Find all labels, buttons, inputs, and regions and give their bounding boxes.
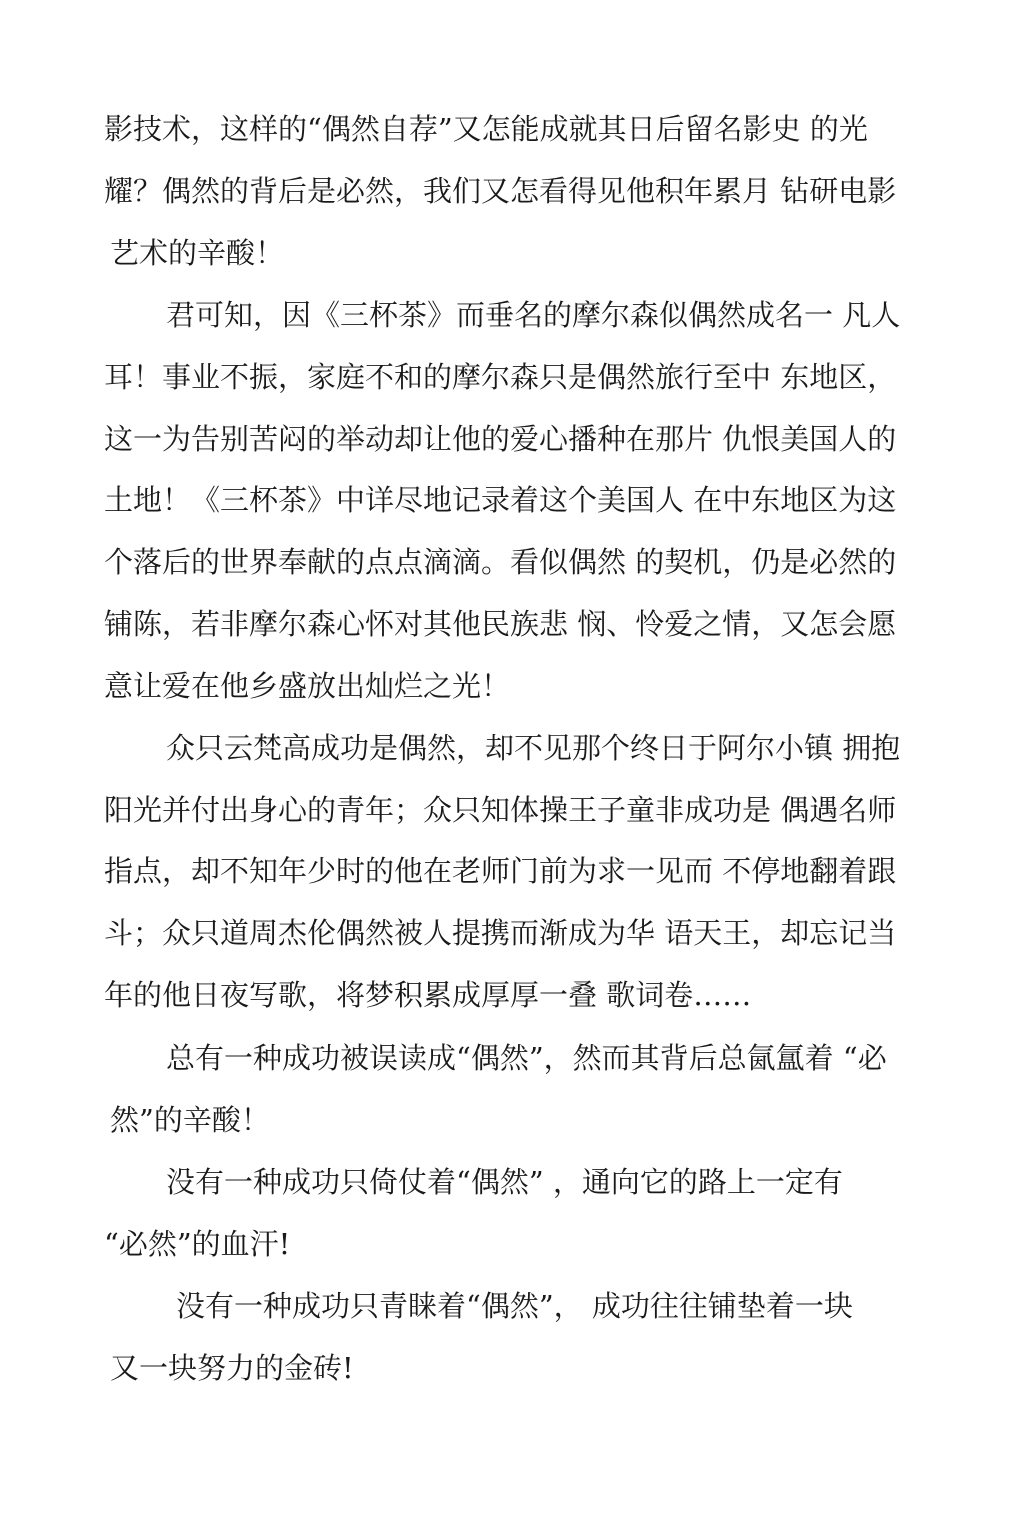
text-line-20: 没有一种成功只青睐着“偶然”， 成功往往铺垫着一块 [176,1289,853,1323]
text-line-4: 君可知，因《三杯茶》而垂名的摩尔森似偶然成名一 凡人 [166,298,901,332]
text-line-17: 然”的辛酸！ [110,1103,270,1137]
text-line-10: 意让爱在他乡盛放出灿烂之光！ [104,669,511,703]
text-line-12: 阳光并付出身心的青年；众只知体操王子童非成功是 偶遇名师 [104,793,897,827]
text-line-19: “必然”的血汗! [104,1227,291,1261]
text-line-9: 铺陈，若非摩尔森心怀对其他民族悲 悯、怜爱之情，又怎会愿 [104,607,897,641]
text-line-2: 耀？偶然的背后是必然，我们又怎看得见他积年累月 钻研电影 [104,174,897,208]
text-line-14: 斗；众只道周杰伦偶然被人提携而渐成为华 语天王，却忘记当 [104,916,897,950]
text-line-18: 没有一种成功只倚仗着“偶然” ，通向它的路上一定有 [166,1165,843,1199]
text-line-1: 影技术，这样的“偶然自荐”又怎能成就其日后留名影史 的光 [104,112,868,146]
text-line-15: 年的他日夜写歌，将梦积累成厚厚一叠 歌词卷…… [104,978,752,1012]
text-line-8: 个落后的世界奉献的点点滴滴。看似偶然 的契机，仍是必然的 [104,545,897,579]
text-line-5: 耳！事业不振，家庭不和的摩尔森只是偶然旅行至中 东地区， [104,360,897,394]
text-line-16: 总有一种成功被误读成“偶然”，然而其背后总氤氲着 “必 [166,1041,887,1075]
text-line-13: 指点，却不知年少时的他在老师门前为求一见而 不停地翻着跟 [104,854,897,888]
text-line-3: 艺术的辛酸！ [110,236,285,270]
text-line-6: 这一为告别苦闷的举动却让他的爱心播种在那片 仇恨美国人的 [104,422,897,456]
text-line-7: 土地！《三杯茶》中详尽地记录着这个美国人 在中东地区为这 [104,483,897,517]
text-line-11: 众只云梵高成功是偶然，却不见那个终日于阿尔小镇 拥抱 [166,731,901,765]
text-line-21: 又一块努力的金砖! [110,1351,354,1385]
